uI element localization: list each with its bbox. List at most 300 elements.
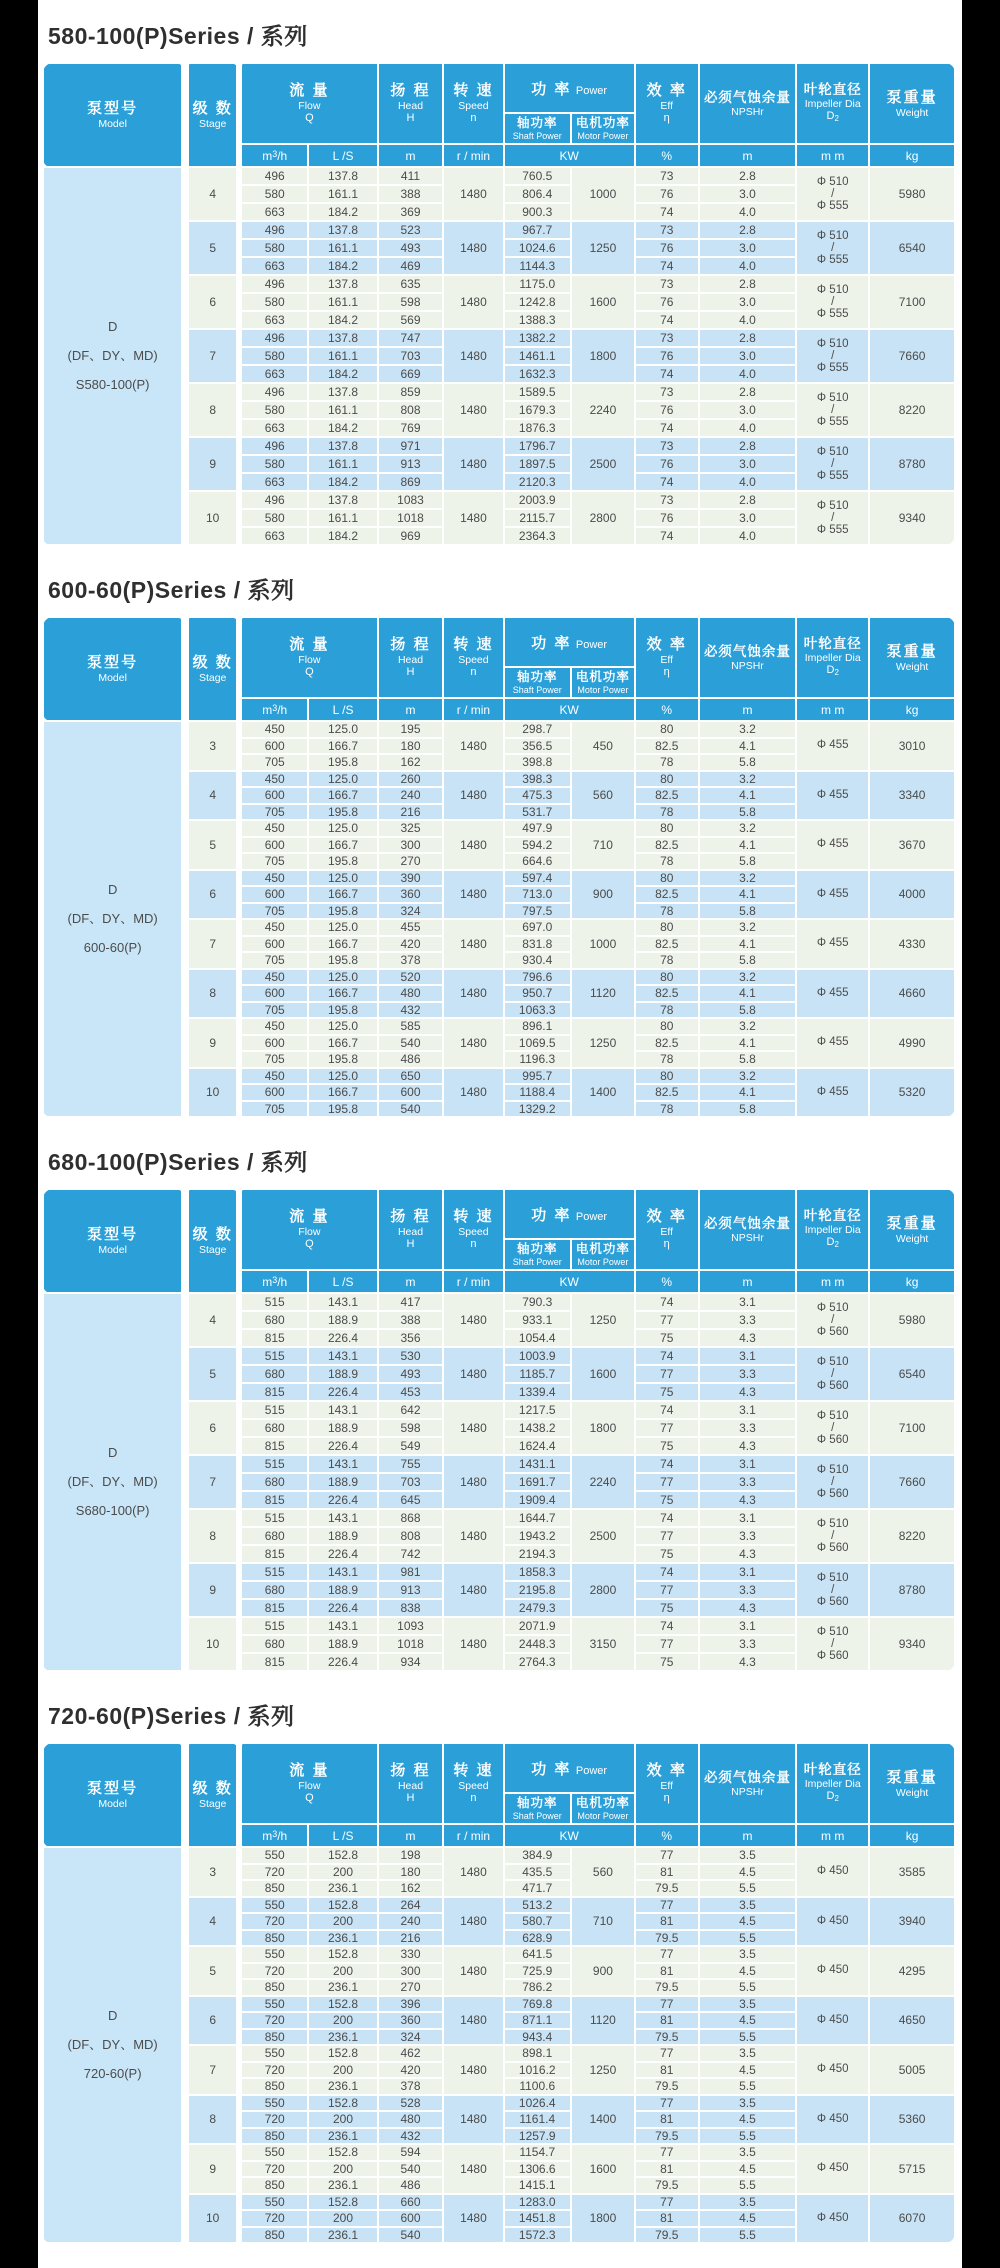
cell-flow-m3h: 580 [239, 401, 308, 419]
cell-head: 868 [378, 1509, 444, 1527]
unit-flow-ls: L /S [308, 1270, 377, 1293]
cell-head: 913 [378, 1581, 444, 1599]
cell-shaft-power: 1003.9 [504, 1347, 571, 1365]
cell-head: 216 [378, 804, 444, 821]
cell-shaft-power: 950.7 [504, 985, 571, 1002]
cell-npshr: 4.0 [699, 419, 797, 437]
col-header-eff: 效 率 Eff η [635, 63, 699, 144]
unit-power-kw: KW [504, 1270, 635, 1293]
cell-flow-m3h: 815 [239, 1545, 308, 1563]
cell-flow-ls: 161.1 [308, 509, 377, 527]
cell-npshr: 4.1 [699, 1084, 797, 1101]
cell-shaft-power: 1572.3 [504, 2227, 571, 2244]
cell-npshr: 3.0 [699, 455, 797, 473]
cell-shaft-power: 760.5 [504, 167, 571, 185]
cell-flow-ls: 184.2 [308, 527, 377, 545]
unit-weight: kg [869, 698, 955, 721]
col-header-weight: 泵重量 Weight [869, 63, 955, 144]
col-header-speed: 转 速 Speed n [443, 63, 503, 144]
cell-impeller-dia: Φ 510 / Φ 560 [796, 1455, 869, 1509]
cell-flow-ls: 226.4 [308, 1383, 377, 1401]
cell-shaft-power: 769.8 [504, 1996, 571, 2013]
cell-head: 569 [378, 311, 444, 329]
cell-flow-m3h: 815 [239, 1653, 308, 1671]
cell-flow-ls: 152.8 [308, 1996, 377, 2013]
cell-flow-ls: 184.2 [308, 257, 377, 275]
cell-shaft-power: 1909.4 [504, 1491, 571, 1509]
cell-flow-m3h: 496 [239, 167, 308, 185]
cell-stage: 5 [185, 820, 239, 870]
cell-eff: 81 [635, 2012, 699, 2029]
cell-speed: 1480 [443, 437, 503, 491]
cell-eff: 76 [635, 509, 699, 527]
unit-flow-ls: L /S [308, 698, 377, 721]
cell-weight: 3940 [869, 1897, 955, 1947]
col-header-impeller-dia: 叶轮直径 Impeller Dia $D_2$ [796, 63, 869, 144]
cell-flow-ls: 236.1 [308, 2078, 377, 2095]
cell-npshr: 4.3 [699, 1545, 797, 1563]
col-header-stage: 级 数 Stage [185, 1189, 239, 1293]
cell-impeller-dia: Φ 450 [796, 1847, 869, 1897]
cell-flow-m3h: 496 [239, 437, 308, 455]
cell-npshr: 4.3 [699, 1653, 797, 1671]
cell-head: 549 [378, 1437, 444, 1455]
cell-npshr: 3.1 [699, 1455, 797, 1473]
cell-flow-ls: 188.9 [308, 1635, 377, 1653]
cell-weight: 9340 [869, 491, 955, 545]
cell-npshr: 4.5 [699, 2210, 797, 2227]
cell-stage: 6 [185, 1401, 239, 1455]
cell-npshr: 5.5 [699, 2177, 797, 2194]
cell-eff: 74 [635, 1617, 699, 1635]
cell-flow-m3h: 600 [239, 886, 308, 903]
cell-flow-ls: 200 [308, 2161, 377, 2178]
cell-flow-m3h: 663 [239, 473, 308, 491]
cell-head: 411 [378, 167, 444, 185]
cell-flow-ls: 137.8 [308, 221, 377, 239]
col-header-eff: 效 率 Eff η [635, 1189, 699, 1270]
cell-flow-ls: 166.7 [308, 1084, 377, 1101]
cell-flow-m3h: 850 [239, 2029, 308, 2046]
cell-shaft-power: 1283.0 [504, 2194, 571, 2211]
cell-npshr: 3.2 [699, 820, 797, 837]
cell-npshr: 3.0 [699, 509, 797, 527]
cell-shaft-power: 1589.5 [504, 383, 571, 401]
cell-flow-m3h: 496 [239, 383, 308, 401]
col-header-model: 泵型号 Model [43, 63, 185, 167]
cell-flow-ls: 236.1 [308, 2029, 377, 2046]
cell-flow-m3h: 705 [239, 754, 308, 771]
cell-flow-ls: 195.8 [308, 1051, 377, 1068]
cell-flow-m3h: 720 [239, 2161, 308, 2178]
cell-flow-m3h: 663 [239, 419, 308, 437]
cell-eff: 77 [635, 2095, 699, 2112]
cell-head: 417 [378, 1293, 444, 1311]
cell-flow-ls: 143.1 [308, 1509, 377, 1527]
unit-flow-m3h: $m^3/h$ [239, 1824, 308, 1847]
cell-flow-ls: 125.0 [308, 969, 377, 986]
cell-shaft-power: 471.7 [504, 1880, 571, 1897]
cell-shaft-power: 1154.7 [504, 2144, 571, 2161]
cell-shaft-power: 1144.3 [504, 257, 571, 275]
cell-shaft-power: 1024.6 [504, 239, 571, 257]
cell-shaft-power: 1185.7 [504, 1365, 571, 1383]
cell-shaft-power: 2195.8 [504, 1581, 571, 1599]
col-header-speed: 转 速 Speed n [443, 1189, 503, 1270]
cell-speed: 1480 [443, 1347, 503, 1401]
cell-flow-ls: 188.9 [308, 1473, 377, 1491]
cell-eff: 74 [635, 1347, 699, 1365]
cell-shaft-power: 713.0 [504, 886, 571, 903]
cell-shaft-power: 930.4 [504, 952, 571, 969]
cell-stage: 10 [185, 1617, 239, 1671]
cell-weight: 6070 [869, 2194, 955, 2244]
cell-head: 838 [378, 1599, 444, 1617]
cell-eff: 80 [635, 969, 699, 986]
cell-flow-ls: 195.8 [308, 1002, 377, 1019]
cell-head: 755 [378, 1455, 444, 1473]
cell-impeller-dia: Φ 510 / Φ 555 [796, 383, 869, 437]
cell-head: 971 [378, 437, 444, 455]
cell-flow-ls: 188.9 [308, 1365, 377, 1383]
cell-eff: 74 [635, 1563, 699, 1581]
cell-head: 650 [378, 1068, 444, 1085]
cell-head: 216 [378, 1930, 444, 1947]
cell-shaft-power: 384.9 [504, 1847, 571, 1864]
cell-flow-m3h: 550 [239, 1897, 308, 1914]
cell-motor-power: 1000 [571, 167, 635, 221]
unit-eff: % [635, 144, 699, 167]
cell-model: D (DF、DY、MD) 720-60(P) [43, 1847, 185, 2243]
cell-stage: 6 [185, 870, 239, 920]
cell-stage: 9 [185, 437, 239, 491]
cell-flow-m3h: 515 [239, 1455, 308, 1473]
cell-eff: 74 [635, 473, 699, 491]
cell-flow-ls: 161.1 [308, 347, 377, 365]
cell-shaft-power: 1175.0 [504, 275, 571, 293]
series-section-s580-100p [42, 18, 956, 546]
cell-eff: 82.5 [635, 837, 699, 854]
col-header-power: 功 率 Power [504, 63, 635, 113]
cell-eff: 78 [635, 804, 699, 821]
unit-impeller: m m [796, 1270, 869, 1293]
cell-eff: 82.5 [635, 936, 699, 953]
cell-flow-m3h: 850 [239, 2078, 308, 2095]
cell-shaft-power: 580.7 [504, 1913, 571, 1930]
cell-eff: 76 [635, 293, 699, 311]
cell-shaft-power: 2120.3 [504, 473, 571, 491]
cell-flow-ls: 184.2 [308, 473, 377, 491]
cell-flow-ls: 184.2 [308, 365, 377, 383]
cell-impeller-dia: Φ 455 [796, 771, 869, 821]
cell-npshr: 2.8 [699, 275, 797, 293]
cell-eff: 73 [635, 221, 699, 239]
cell-head: 594 [378, 2144, 444, 2161]
cell-motor-power: 1120 [571, 969, 635, 1019]
cell-flow-ls: 195.8 [308, 1101, 377, 1118]
unit-head: m [378, 698, 444, 721]
cell-stage: 3 [185, 1847, 239, 1897]
cell-flow-m3h: 515 [239, 1563, 308, 1581]
cell-head: 180 [378, 1864, 444, 1881]
cell-shaft-power: 796.6 [504, 969, 571, 986]
spec-row [43, 1293, 955, 1311]
cell-head: 486 [378, 2177, 444, 2194]
cell-flow-m3h: 600 [239, 1084, 308, 1101]
cell-eff: 74 [635, 1509, 699, 1527]
cell-speed: 1480 [443, 167, 503, 221]
series-title: 600-60(P)Series / 系列 [48, 577, 295, 603]
cell-shaft-power: 995.7 [504, 1068, 571, 1085]
cell-head: 528 [378, 2095, 444, 2112]
cell-weight: 7660 [869, 329, 955, 383]
cell-head: 660 [378, 2194, 444, 2211]
cell-eff: 82.5 [635, 1084, 699, 1101]
cell-shaft-power: 594.2 [504, 837, 571, 854]
cell-head: 388 [378, 185, 444, 203]
cell-impeller-dia: Φ 510 / Φ 555 [796, 437, 869, 491]
cell-shaft-power: 1196.3 [504, 1051, 571, 1068]
cell-shaft-power: 797.5 [504, 903, 571, 920]
cell-eff: 75 [635, 1491, 699, 1509]
cell-flow-m3h: 815 [239, 1383, 308, 1401]
cell-flow-ls: 137.8 [308, 383, 377, 401]
cell-flow-m3h: 850 [239, 1979, 308, 1996]
cell-flow-ls: 226.4 [308, 1329, 377, 1347]
cell-motor-power: 1600 [571, 2144, 635, 2194]
cell-eff: 77 [635, 2045, 699, 2062]
cell-eff: 82.5 [635, 738, 699, 755]
cell-speed: 1480 [443, 1018, 503, 1068]
cell-shaft-power: 1069.5 [504, 1035, 571, 1052]
cell-flow-ls: 143.1 [308, 1293, 377, 1311]
col-header-impeller-dia: 叶轮直径 Impeller Dia $D_2$ [796, 1743, 869, 1824]
cell-head: 1018 [378, 1635, 444, 1653]
cell-weight: 3340 [869, 771, 955, 821]
cell-flow-m3h: 680 [239, 1419, 308, 1437]
col-header-weight: 泵重量 Weight [869, 617, 955, 698]
cell-speed: 1480 [443, 1293, 503, 1347]
cell-motor-power: 2240 [571, 1455, 635, 1509]
cell-flow-ls: 236.1 [308, 1979, 377, 1996]
col-header-head: 扬 程 Head H [378, 63, 444, 144]
cell-flow-ls: 184.2 [308, 419, 377, 437]
cell-eff: 77 [635, 2144, 699, 2161]
cell-npshr: 3.5 [699, 2045, 797, 2062]
cell-npshr: 3.5 [699, 1996, 797, 2013]
cell-flow-ls: 166.7 [308, 1035, 377, 1052]
cell-motor-power: 450 [571, 721, 635, 771]
col-header-motor-power: 电机功率 Motor Power [571, 1793, 635, 1824]
cell-weight: 7660 [869, 1455, 955, 1509]
cell-flow-ls: 200 [308, 2062, 377, 2079]
cell-shaft-power: 898.1 [504, 2045, 571, 2062]
cell-npshr: 5.8 [699, 1051, 797, 1068]
cell-npshr: 3.1 [699, 1617, 797, 1635]
cell-motor-power: 560 [571, 771, 635, 821]
cell-flow-ls: 166.7 [308, 837, 377, 854]
cell-shaft-power: 513.2 [504, 1897, 571, 1914]
cell-shaft-power: 1306.6 [504, 2161, 571, 2178]
cell-speed: 1480 [443, 383, 503, 437]
cell-weight: 3670 [869, 820, 955, 870]
cell-flow-m3h: 450 [239, 1018, 308, 1035]
cell-shaft-power: 725.9 [504, 1963, 571, 1980]
cell-shaft-power: 1026.4 [504, 2095, 571, 2112]
cell-flow-m3h: 720 [239, 2210, 308, 2227]
cell-flow-m3h: 720 [239, 1864, 308, 1881]
cell-flow-m3h: 705 [239, 804, 308, 821]
cell-head: 585 [378, 1018, 444, 1035]
cell-eff: 81 [635, 2111, 699, 2128]
cell-speed: 1480 [443, 1563, 503, 1617]
cell-npshr: 3.3 [699, 1527, 797, 1545]
cell-flow-ls: 188.9 [308, 1419, 377, 1437]
cell-shaft-power: 1796.7 [504, 437, 571, 455]
cell-head: 540 [378, 2227, 444, 2244]
cell-flow-m3h: 515 [239, 1509, 308, 1527]
cell-eff: 81 [635, 1864, 699, 1881]
cell-shaft-power: 806.4 [504, 185, 571, 203]
cell-shaft-power: 435.5 [504, 1864, 571, 1881]
cell-eff: 76 [635, 455, 699, 473]
cell-impeller-dia: Φ 510 / Φ 560 [796, 1563, 869, 1617]
cell-motor-power: 900 [571, 1946, 635, 1996]
cell-motor-power: 1800 [571, 2194, 635, 2244]
cell-flow-ls: 125.0 [308, 771, 377, 788]
cell-flow-m3h: 580 [239, 239, 308, 257]
cell-eff: 80 [635, 721, 699, 738]
col-header-weight: 泵重量 Weight [869, 1189, 955, 1270]
cell-shaft-power: 790.3 [504, 1293, 571, 1311]
cell-eff: 78 [635, 1101, 699, 1118]
cell-impeller-dia: Φ 450 [796, 2095, 869, 2145]
cell-flow-ls: 195.8 [308, 804, 377, 821]
cell-eff: 77 [635, 1946, 699, 1963]
cell-motor-power: 900 [571, 870, 635, 920]
cell-flow-ls: 236.1 [308, 1880, 377, 1897]
cell-motor-power: 1800 [571, 1401, 635, 1455]
cell-npshr: 4.0 [699, 473, 797, 491]
cell-flow-m3h: 680 [239, 1311, 308, 1329]
cell-stage: 9 [185, 1563, 239, 1617]
cell-eff: 78 [635, 754, 699, 771]
cell-eff: 73 [635, 491, 699, 509]
cell-shaft-power: 356.5 [504, 738, 571, 755]
cell-eff: 74 [635, 1455, 699, 1473]
cell-head: 396 [378, 1996, 444, 2013]
cell-head: 324 [378, 903, 444, 920]
cell-eff: 77 [635, 1419, 699, 1437]
cell-eff: 77 [635, 1311, 699, 1329]
cell-flow-m3h: 705 [239, 853, 308, 870]
cell-shaft-power: 2479.3 [504, 1599, 571, 1617]
cell-eff: 78 [635, 903, 699, 920]
col-header-impeller-dia: 叶轮直径 Impeller Dia $D_2$ [796, 617, 869, 698]
cell-impeller-dia: Φ 510 / Φ 560 [796, 1617, 869, 1671]
cell-npshr: 5.5 [699, 2078, 797, 2095]
col-header-eff: 效 率 Eff η [635, 1743, 699, 1824]
cell-motor-power: 1800 [571, 329, 635, 383]
cell-eff: 82.5 [635, 787, 699, 804]
cell-flow-m3h: 815 [239, 1437, 308, 1455]
cell-shaft-power: 831.8 [504, 936, 571, 953]
cell-flow-ls: 152.8 [308, 1847, 377, 1864]
cell-flow-ls: 143.1 [308, 1455, 377, 1473]
cell-weight: 8780 [869, 437, 955, 491]
cell-npshr: 3.1 [699, 1563, 797, 1581]
cell-eff: 77 [635, 1847, 699, 1864]
cell-npshr: 3.3 [699, 1635, 797, 1653]
cell-head: 520 [378, 969, 444, 986]
cell-shaft-power: 943.4 [504, 2029, 571, 2046]
col-header-speed: 转 速 Speed n [443, 617, 503, 698]
cell-npshr: 4.1 [699, 985, 797, 1002]
cell-eff: 82.5 [635, 886, 699, 903]
cell-shaft-power: 2364.3 [504, 527, 571, 545]
cell-shaft-power: 664.6 [504, 853, 571, 870]
unit-flow-ls: L /S [308, 1824, 377, 1847]
cell-head: 645 [378, 1491, 444, 1509]
col-header-flow: 流 量 Flow Q [239, 1743, 378, 1824]
cell-eff: 75 [635, 1329, 699, 1347]
cell-eff: 81 [635, 1963, 699, 1980]
col-header-power: 功 率 Power [504, 617, 635, 667]
cell-speed: 1480 [443, 491, 503, 545]
cell-head: 432 [378, 2128, 444, 2145]
series-title: 680-100(P)Series / 系列 [48, 1149, 308, 1175]
cell-eff: 77 [635, 1996, 699, 2013]
cell-head: 969 [378, 527, 444, 545]
cell-eff: 81 [635, 2062, 699, 2079]
cell-shaft-power: 786.2 [504, 1979, 571, 1996]
cell-head: 369 [378, 203, 444, 221]
cell-head: 378 [378, 952, 444, 969]
cell-npshr: 4.3 [699, 1491, 797, 1509]
cell-speed: 1480 [443, 1847, 503, 1897]
unit-eff: % [635, 698, 699, 721]
cell-eff: 73 [635, 437, 699, 455]
cell-eff: 77 [635, 2194, 699, 2211]
cell-shaft-power: 1016.2 [504, 2062, 571, 2079]
unit-weight: kg [869, 1824, 955, 1847]
cell-eff: 78 [635, 1051, 699, 1068]
cell-flow-ls: 195.8 [308, 903, 377, 920]
cell-shaft-power: 1858.3 [504, 1563, 571, 1581]
cell-weight: 4660 [869, 969, 955, 1019]
cell-flow-m3h: 580 [239, 347, 308, 365]
col-header-shaft-power: 轴功率 Shaft Power [504, 113, 571, 144]
cell-speed: 1480 [443, 329, 503, 383]
cell-shaft-power: 1217.5 [504, 1401, 571, 1419]
col-header-shaft-power: 轴功率 Shaft Power [504, 667, 571, 698]
cell-speed: 1480 [443, 1946, 503, 1996]
cell-npshr: 3.0 [699, 347, 797, 365]
cell-flow-m3h: 450 [239, 820, 308, 837]
cell-weight: 7100 [869, 1401, 955, 1455]
cell-npshr: 3.3 [699, 1419, 797, 1437]
series-title: 580-100(P)Series / 系列 [48, 23, 308, 49]
cell-eff: 78 [635, 1002, 699, 1019]
cell-shaft-power: 2764.3 [504, 1653, 571, 1671]
spec-table-720-60p [42, 1742, 956, 2244]
cell-flow-ls: 200 [308, 2012, 377, 2029]
col-header-npshr: 必须气蚀余量 NPSHr [699, 1743, 797, 1824]
cell-flow-ls: 188.9 [308, 1311, 377, 1329]
cell-shaft-power: 398.8 [504, 754, 571, 771]
cell-impeller-dia: Φ 510 / Φ 555 [796, 275, 869, 329]
unit-head: m [378, 1270, 444, 1293]
